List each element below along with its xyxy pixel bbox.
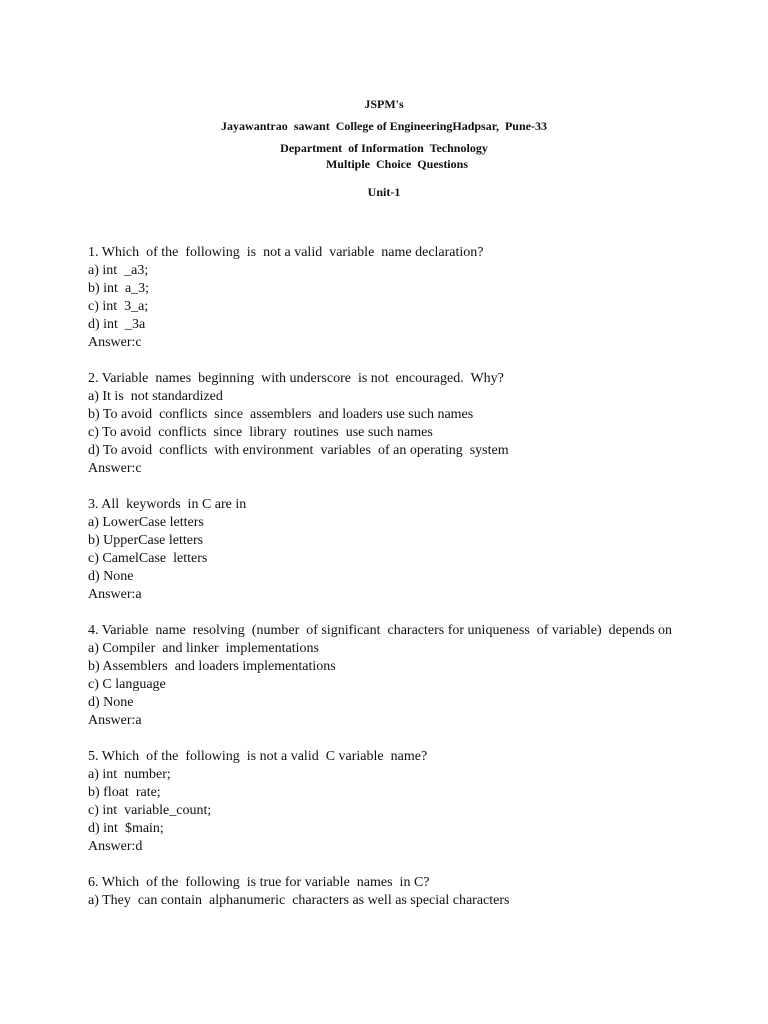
document-header bbox=[0, 96, 768, 200]
option-d: d) int $main; bbox=[88, 821, 164, 836]
option-d: d) None bbox=[88, 569, 134, 584]
option-a: a) int number; bbox=[88, 767, 171, 782]
college-name: Jayawantrao sawant College of EngineeringHadpsar, Pune-33 bbox=[221, 119, 547, 133]
option-c: c) CamelCase letters bbox=[88, 551, 208, 566]
answer: Answer:d bbox=[88, 839, 143, 854]
question-text: 6. Which of the following is true for variable names in C? bbox=[88, 875, 430, 890]
answer: Answer:c bbox=[88, 461, 142, 476]
question-6 bbox=[88, 874, 688, 910]
institution-short-name: JSPM's bbox=[364, 97, 404, 111]
answer: Answer:c bbox=[88, 335, 142, 350]
option-b: b) float rate; bbox=[88, 785, 161, 800]
question-1 bbox=[88, 244, 688, 352]
answer: Answer:a bbox=[88, 713, 142, 728]
option-a: a) LowerCase letters bbox=[88, 515, 204, 530]
unit-title: Unit-1 bbox=[367, 185, 401, 199]
option-d: d) To avoid conflicts with environment variables of an operating system bbox=[88, 443, 509, 458]
option-b: b) Assemblers and loaders implementations bbox=[88, 659, 336, 674]
option-a: a) They can contain alphanumeric characters as well as special characters bbox=[88, 893, 510, 908]
option-c: c) C language bbox=[88, 677, 166, 692]
option-c: c) int variable_count; bbox=[88, 803, 212, 818]
option-a: a) int _a3; bbox=[88, 263, 149, 278]
question-text: 2. Variable names beginning with underscore is not encouraged. Why? bbox=[88, 371, 504, 386]
option-a: a) It is not standardized bbox=[88, 389, 223, 404]
option-b: b) UpperCase letters bbox=[88, 533, 204, 548]
document-type: Multiple Choice Questions bbox=[325, 157, 468, 171]
option-d: d) int _3a bbox=[88, 317, 146, 332]
option-c: c) To avoid conflicts since library routines use such names bbox=[88, 425, 433, 440]
option-a: a) Compiler and linker implementations bbox=[88, 641, 319, 656]
question-text: 5. Which of the following is not a valid C variable name? bbox=[88, 749, 428, 764]
department-name: Department of Information Technology bbox=[280, 141, 488, 155]
question-3 bbox=[88, 496, 688, 604]
question-5 bbox=[88, 748, 688, 856]
question-list bbox=[88, 244, 688, 928]
option-b: b) int a_3; bbox=[88, 281, 150, 296]
question-4 bbox=[88, 622, 688, 730]
option-c: c) int 3_a; bbox=[88, 299, 149, 314]
option-d: d) None bbox=[88, 695, 134, 710]
answer: Answer:a bbox=[88, 587, 142, 602]
question-2 bbox=[88, 370, 688, 478]
question-text: 4. Variable name resolving (number of significant characters for uniqueness of variable) depends on bbox=[88, 623, 673, 638]
question-text: 1. Which of the following is not a valid variable name declaration? bbox=[88, 245, 484, 260]
question-text: 3. All keywords in C are in bbox=[88, 497, 247, 512]
option-b: b) To avoid conflicts since assemblers and loaders use such names bbox=[88, 407, 474, 422]
